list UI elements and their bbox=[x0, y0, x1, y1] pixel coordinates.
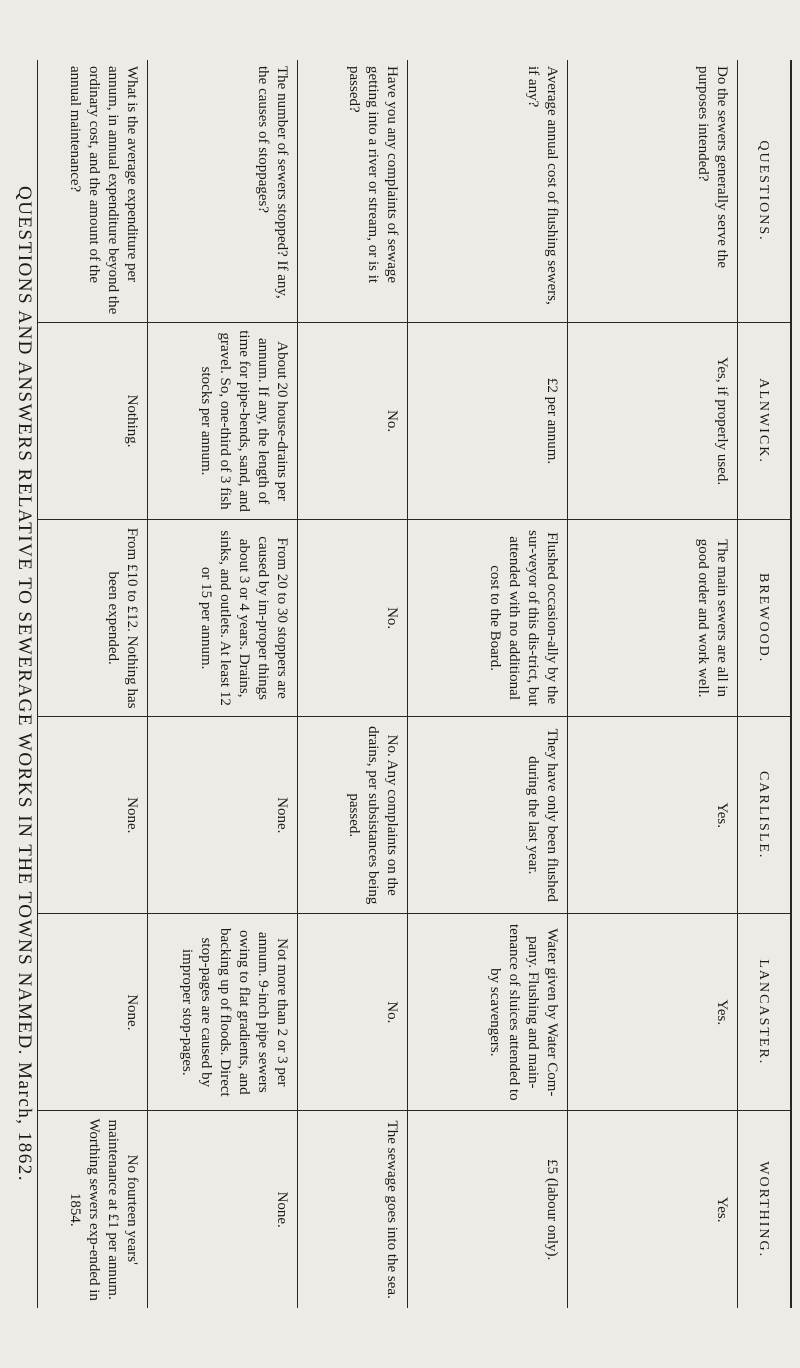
answer-worthing: No fourteen years' maintenance at £1 per annum. Worthing sewers exp-ended in 1854. bbox=[38, 1111, 148, 1308]
table-row bbox=[408, 60, 568, 1308]
question-cell: What is the average expenditure per annum, in annual expenditure beyond the ordinary cost, and the amount of the annual maintenance? bbox=[67, 66, 140, 315]
answer-lancaster: None. bbox=[38, 914, 148, 1111]
column-header-alnwick: ALNWICK. bbox=[738, 323, 792, 520]
column-header-lancaster: LANCASTER. bbox=[738, 914, 792, 1111]
answer-lancaster: Water given by Water Com-pany. Flushing and main-tenance of sluices attended to by scavengers. bbox=[408, 914, 568, 1111]
answer-alnwick: No. bbox=[298, 323, 408, 520]
table-row bbox=[298, 60, 408, 1308]
page-title: QUESTIONS AND ANSWERS RELATIVE TO SEWERAGE WORKS IN THE TOWNS NAMED. March, 1862. bbox=[14, 185, 35, 1183]
header-row bbox=[738, 60, 792, 1308]
answer-lancaster: Yes. bbox=[568, 914, 738, 1111]
answer-alnwick: £2 per annum. bbox=[408, 323, 568, 520]
answer-alnwick: About 20 house-drains per annum. If any, the length of time for pipe-bends, sand, and gravel. So, one-third of 3 fish stocks per annum. bbox=[148, 323, 298, 520]
question-cell: Average annual cost of flushing sewers, if any? bbox=[525, 66, 560, 305]
column-header-questions: QUESTIONS. bbox=[738, 60, 792, 323]
answer-worthing: £5 (labour only). bbox=[408, 1111, 568, 1308]
question-cell: Have you any complaints of sewage getting into a river or stream, or is it passed? bbox=[346, 66, 400, 284]
answer-worthing: Yes. bbox=[568, 1111, 738, 1308]
table-row bbox=[38, 60, 148, 1308]
question-cell: The number of sewers stopped? If any, the causes of stoppages? bbox=[255, 66, 290, 299]
answer-carlisle: They have only been flushed during the last year. bbox=[408, 717, 568, 914]
table-row bbox=[148, 60, 298, 1308]
answer-worthing: None. bbox=[148, 1111, 298, 1308]
answer-brewood: No. bbox=[298, 520, 408, 717]
column-header-worthing: WORTHING. bbox=[738, 1111, 792, 1308]
column-header-brewood: BREWOOD. bbox=[738, 520, 792, 717]
table-row bbox=[568, 60, 738, 1308]
answer-brewood: From £10 to £12. Nothing has been expended. bbox=[38, 520, 148, 717]
question-cell: Do the sewers generally serve the purposes intended? bbox=[695, 66, 730, 269]
answer-alnwick: Nothing. bbox=[38, 323, 148, 520]
answer-carlisle: No. Any complaints on the drains, per subsistances being passed. bbox=[298, 717, 408, 914]
answer-lancaster: No. bbox=[298, 914, 408, 1111]
answer-alnwick: Yes, if properly used. bbox=[568, 323, 738, 520]
answer-lancaster: Not more than 2 or 3 per annum. 9-inch pipe sewers owing to flat gradients, and backing up of floods. Direct stop-pages are caused by improper stop-pages. bbox=[148, 914, 298, 1111]
column-header-carlisle: CARLISLE. bbox=[738, 717, 792, 914]
answer-carlisle: None. bbox=[38, 717, 148, 914]
answer-worthing: The sewage goes into the sea. bbox=[298, 1111, 408, 1308]
questions-table bbox=[37, 60, 792, 1308]
answer-carlisle: Yes. bbox=[568, 717, 738, 914]
answer-brewood: From 20 to 30 stoppers are caused by im-proper things about 3 or 4 years. Drains, sinks, and outlets. At least 12 or 15 per annum. bbox=[148, 520, 298, 717]
answer-brewood: The main sewers are all in good order and work well. bbox=[568, 520, 738, 717]
answer-brewood: Flushed occasion-ally by the sur-veyor of this dis-trict, but attended with no additional cost to the Board. bbox=[408, 520, 568, 717]
answer-carlisle: None. bbox=[148, 717, 298, 914]
